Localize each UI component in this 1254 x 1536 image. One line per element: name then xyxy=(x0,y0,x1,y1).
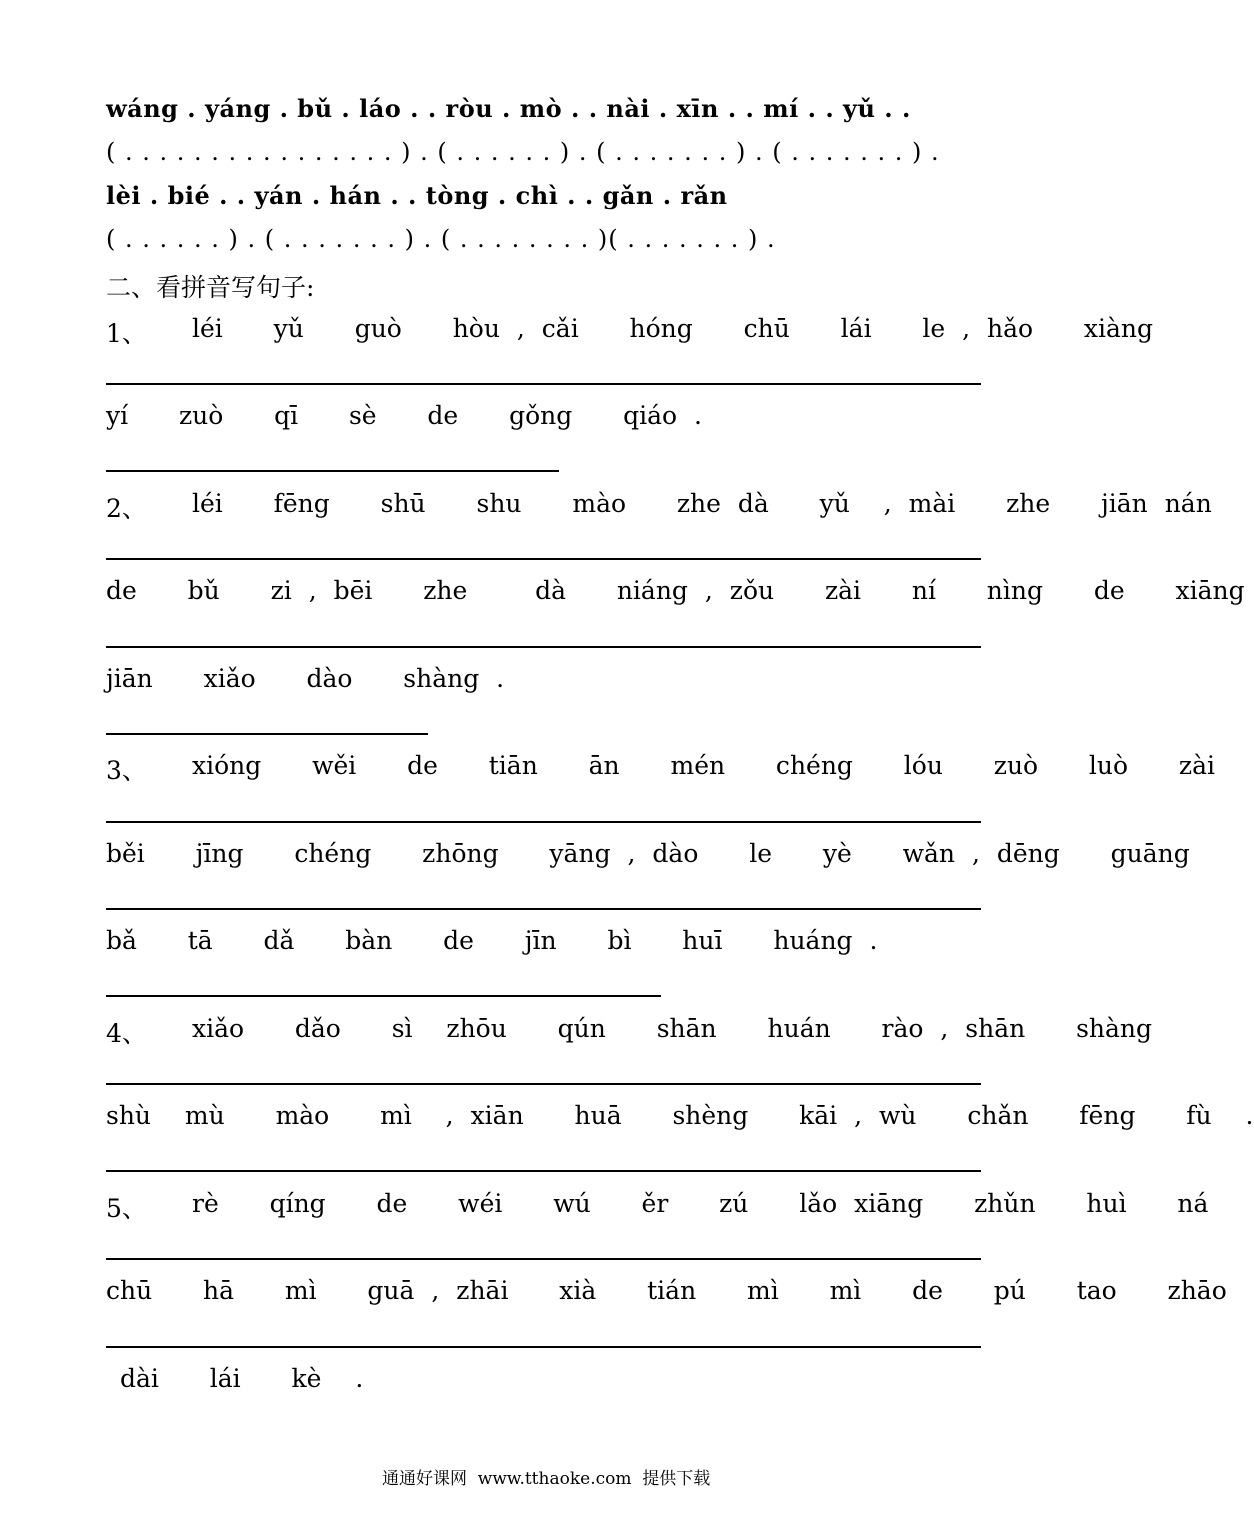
writing-line xyxy=(106,995,661,997)
sentence-number: 5、 xyxy=(106,1194,147,1223)
section-heading: 二、看拼音写句子: xyxy=(106,273,315,302)
pinyin-line: dài lái kè . xyxy=(120,1364,364,1393)
writing-line xyxy=(106,383,981,385)
writing-line xyxy=(106,908,981,910)
sentence-number: 2、 xyxy=(106,494,147,523)
pinyin-line: léi yǔ guò hòu , cǎi hóng chū lái le , hǎo xiàng xyxy=(192,314,1154,343)
writing-line xyxy=(106,821,981,823)
pinyin-line: yí zuò qī sè de gǒng qiáo . xyxy=(106,401,702,430)
writing-line xyxy=(106,1170,981,1172)
pinyin-line: bǎ tā dǎ bàn de jīn bì huī huáng . xyxy=(106,926,878,955)
sentence-number: 1、 xyxy=(106,319,147,348)
pinyin-line: jiān xiǎo dào shàng . xyxy=(106,664,505,693)
writing-line xyxy=(106,1083,981,1085)
pinyin-line: xióng wěi de tiān ān mén chéng lóu zuò luò zài xyxy=(192,751,1215,780)
pinyin-line: shù mù mào mì , xiān huā shèng kāi , wù chǎn fēng fù . xyxy=(106,1101,1254,1130)
pinyin-line: chū hā mì guā , zhāi xià tián mì mì de pú tao zhāo xyxy=(106,1276,1227,1305)
pinyin-line: běi jīng chéng zhōng yāng , dào le yè wǎn , dēng guāng xyxy=(106,839,1190,868)
vocab-row1-brackets: ( . . . . . . . . . . . . . . . . ) . ( . . . . . . ) . ( . . . . . . . ) . ( . . . . . . . ) . xyxy=(106,138,940,166)
sentence-number: 4、 xyxy=(106,1019,147,1048)
writing-line xyxy=(106,1346,981,1348)
vocab-row2-pinyin: lèi . bié . . yán . hán . . tòng . chì . . gǎn . rǎn xyxy=(106,181,728,210)
writing-line xyxy=(106,558,981,560)
writing-line xyxy=(106,733,428,735)
page-footer: 通通好课网 www.tthaoke.com 提供下载 xyxy=(382,1469,711,1489)
writing-line xyxy=(106,1258,981,1260)
pinyin-line: xiǎo dǎo sì zhōu qún shān huán rào , shān shàng xyxy=(192,1014,1153,1043)
vocab-row2-brackets: ( . . . . . . ) . ( . . . . . . . ) . ( . . . . . . . . )( . . . . . . . ) . xyxy=(106,225,776,253)
pinyin-line: léi fēng shū shu mào zhe dà yǔ , mài zhe jiān nán xyxy=(192,489,1212,518)
sentence-number: 3、 xyxy=(106,756,147,785)
writing-line xyxy=(106,646,981,648)
writing-line xyxy=(106,470,559,472)
vocab-row1-pinyin: wáng . yáng . bǔ . láo . . ròu . mò . . nài . xīn . . mí . . yǔ . . xyxy=(106,94,911,123)
pinyin-line: de bǔ zi , bēi zhe dà niáng , zǒu zài ní nìng de xiāng xyxy=(106,576,1245,605)
pinyin-line: rè qíng de wéi wú ěr zú lǎo xiāng zhǔn huì ná xyxy=(192,1189,1209,1218)
